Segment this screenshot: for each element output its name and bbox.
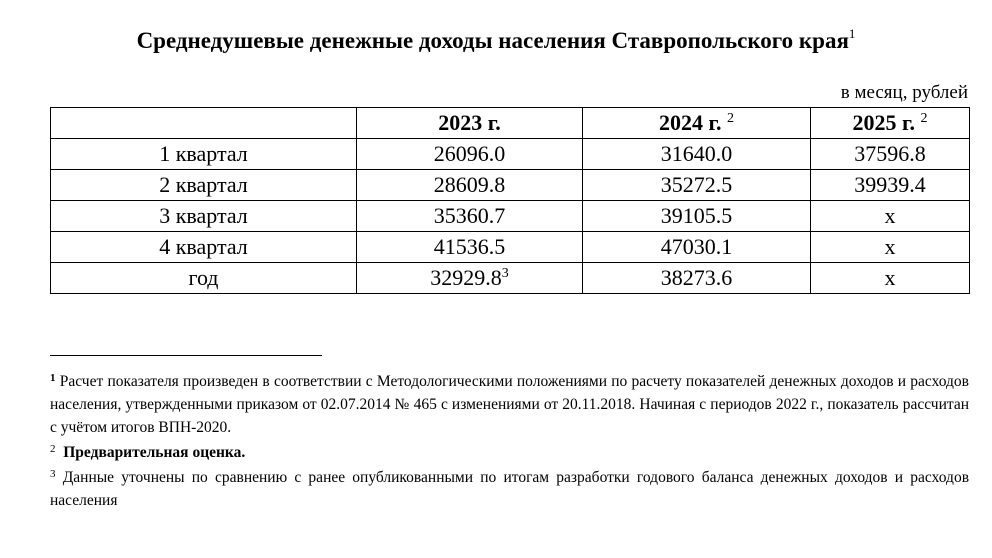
table-cell: x (811, 201, 970, 232)
footnotes (50, 370, 969, 514)
header-corner (51, 108, 357, 139)
row-label: 4 квартал (51, 232, 357, 263)
table-row (51, 201, 970, 232)
header-2024 (583, 108, 811, 139)
table-cell: 35272.5 (583, 170, 811, 201)
header-label: 2025 г. (852, 110, 915, 135)
table-cell: 41536.5 (357, 232, 583, 263)
table-row (51, 139, 970, 170)
table-cell: 28609.8 (357, 170, 583, 201)
footnote-mark: 1 (50, 372, 56, 384)
table-cell: 39939.4 (811, 170, 970, 201)
table-row (51, 170, 970, 201)
table-cell: 38273.6 (583, 263, 811, 294)
units-label: в месяц, рублей (840, 82, 968, 103)
page-title (0, 26, 992, 56)
table-cell: 26096.0 (357, 139, 583, 170)
header-label: 2023 г. (438, 110, 501, 135)
header-2025 (811, 108, 970, 139)
footnote-text: Расчет показателя произведен в соответствии с Методологическими положениями по расчету показателей денежных доходов и расходов населения, утвержденными приказом от 02.07.2014 № 465 с изменениями от 20.11.2018. Начиная с периодов 2022 г., показатель рассчитан с учётом итогов ВПН-2020. (50, 373, 970, 436)
header-note: 2 (920, 111, 928, 126)
row-label: год (51, 263, 357, 294)
header-2023 (357, 108, 583, 139)
table-cell: 31640.0 (583, 139, 811, 170)
row-label: 1 квартал (51, 139, 357, 170)
row-label: 2 квартал (51, 170, 357, 201)
table-row (51, 263, 970, 294)
title-footnote-mark: 1 (848, 26, 856, 41)
table-cell: 47030.1 (583, 232, 811, 263)
header-note: 2 (727, 111, 734, 126)
cell-footnote-mark: 3 (501, 266, 509, 281)
footnote-1 (50, 370, 969, 439)
table-cell: 37596.8 (811, 139, 970, 170)
table-cell: 39105.5 (583, 201, 811, 232)
footnote-2 (50, 441, 969, 464)
footnote-text: Данные уточнены по сравнению с ранее опубликованными по итогам разработки годового баланса денежных доходов и расходов населения (50, 469, 970, 509)
table-cell: 35360.7 (357, 201, 583, 232)
row-label: 3 квартал (51, 201, 357, 232)
footnote-3 (50, 466, 969, 512)
table-cell (357, 263, 583, 294)
table-cell: x (811, 232, 970, 263)
title-text: Среднедушевые денежные доходы населения Ставропольского края (136, 28, 849, 53)
table-cell: x (811, 263, 970, 294)
table-row (51, 232, 970, 263)
header-label: 2024 г. (658, 110, 722, 135)
footnote-mark: 3 (50, 468, 56, 480)
income-table (50, 107, 970, 294)
cell-value: 32929.8 (430, 265, 502, 290)
table-header-row (51, 108, 970, 139)
footnote-mark: 2 (50, 443, 56, 455)
footnote-text: Предварительная оценка. (63, 444, 246, 461)
footnote-separator (50, 355, 322, 356)
